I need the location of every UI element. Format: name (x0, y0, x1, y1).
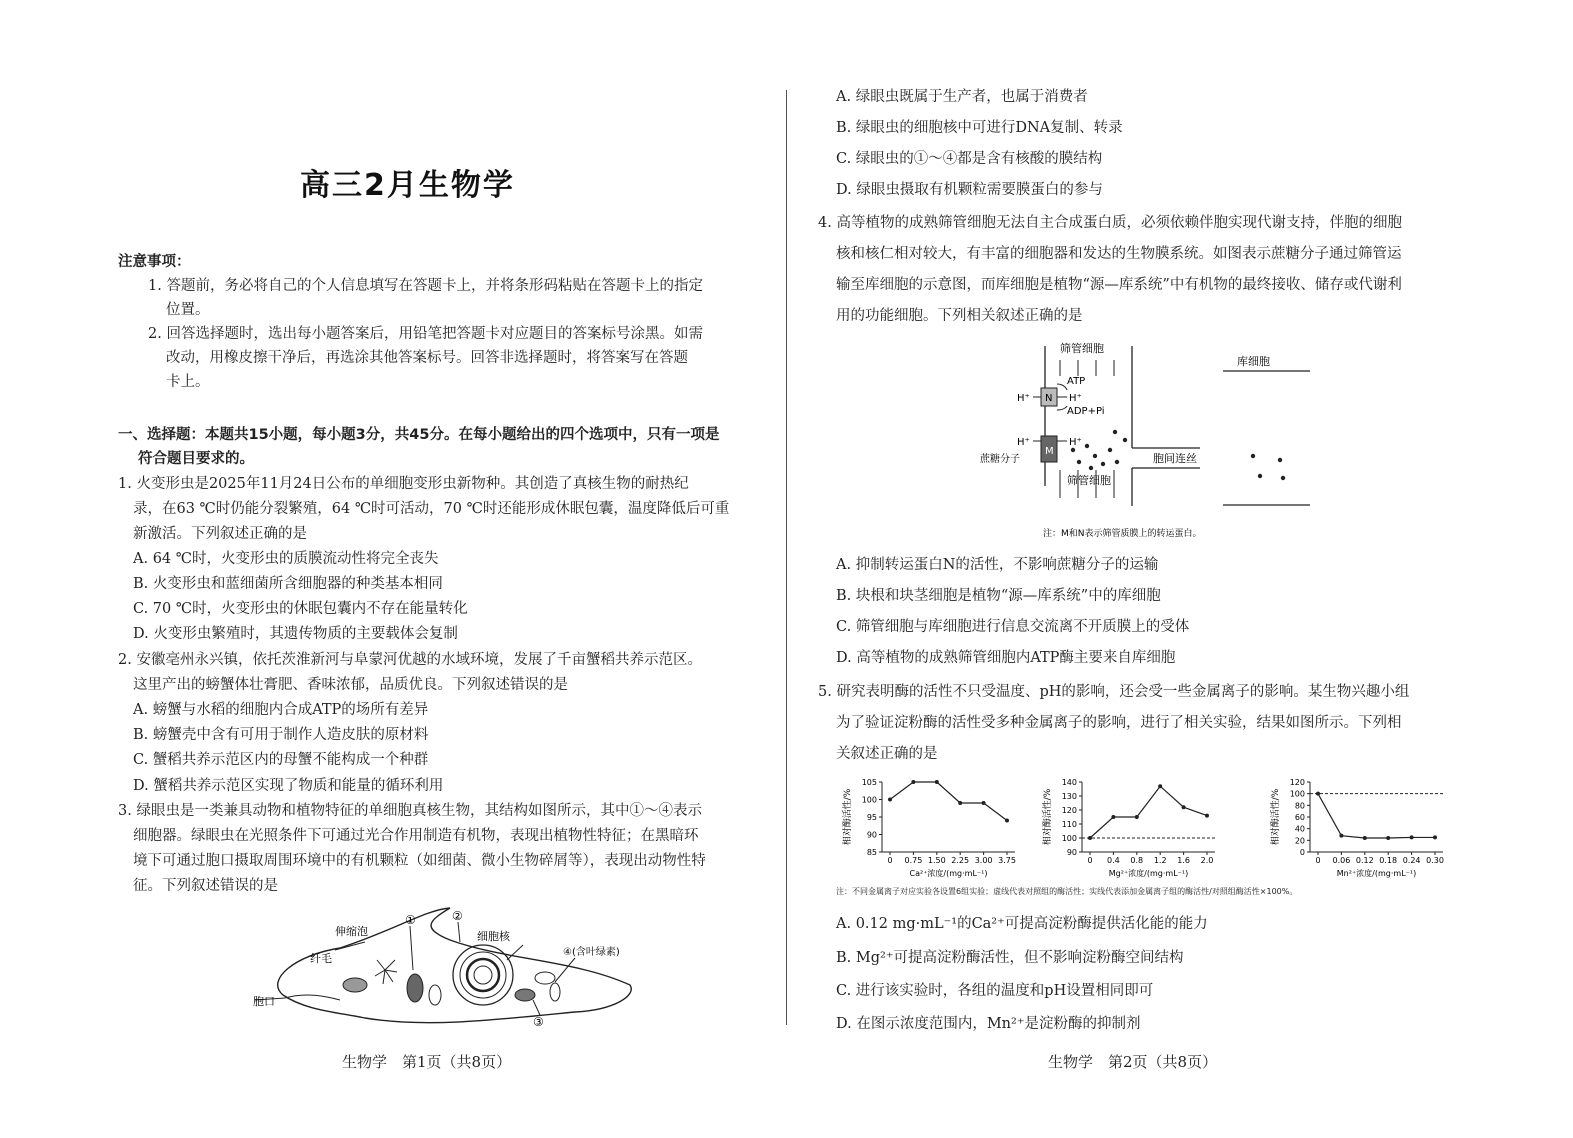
q5-option-a: A. 0.12 mg·mL⁻¹的Ca²⁺可提高淀粉酶提供活化能的能力 (836, 916, 1208, 932)
y-tick-label: 100 (1289, 789, 1305, 799)
x-tick-label: 1.50 (927, 856, 946, 865)
y-tick-label: 60 (1294, 813, 1305, 822)
data-point (1182, 805, 1186, 809)
x-tick-label: 0.75 (904, 856, 923, 865)
section-heading-cont: 符合题目要求的。 (138, 451, 254, 467)
series-line (890, 782, 1007, 821)
label-organelle-3: ③ (533, 1015, 544, 1029)
chart-ca (830, 772, 1030, 882)
series-line (1090, 786, 1207, 838)
x-tick-label: 1.2 (1153, 856, 1167, 865)
x-tick-label: 0.06 (1332, 856, 1351, 865)
q4-stem: 用的功能细胞。下列相关叙述正确的是 (836, 308, 1083, 324)
q4-option-b: B. 块根和块茎细胞是植物“源—库系统”中的库细胞 (836, 588, 1161, 604)
q3-option-a: A. 绿眼虫既属于生产者，也属于消费者 (836, 89, 1088, 105)
q2-stem: 这里产出的螃蟹体壮膏肥、香味浓郁，品质优良。下列叙述错误的是 (133, 677, 568, 693)
x-axis-label: Ca²⁺浓度/(mg·mL⁻¹) (909, 869, 988, 878)
sieve-tube-figure (975, 338, 1335, 543)
q4-option-a: A. 抑制转运蛋白N的活性，不影响蔗糖分子的运输 (836, 557, 1159, 573)
x-tick-label: 3.00 (974, 856, 993, 865)
y-tick-label: 85 (866, 848, 877, 857)
data-point (1158, 784, 1162, 788)
y-axis-label: 相对酶活性/% (1043, 788, 1053, 846)
section-heading: 一、选择题：本题共15小题，每小题3分，共45分。在每小题给出的四个选项中，只有一项是 (118, 427, 720, 443)
label-sieve-cell-bottom: 筛管细胞 (1067, 474, 1111, 487)
label-flagellum: 纤毛 (310, 952, 332, 965)
data-point (982, 801, 986, 805)
data-point (1363, 836, 1367, 840)
figure-note: 注：M和N表示筛管质膜上的转运蛋白。 (1043, 529, 1202, 539)
notice-line: 2. 回答选择题时，选出每小题答案后，用铅笔把答题卡对应题目的答案标号涂黑。如需 (148, 326, 703, 342)
y-tick-label: 80 (1294, 801, 1305, 811)
data-point (1205, 814, 1209, 818)
label-h-3: H⁺ (1017, 437, 1030, 448)
label-adp: ADP+Pi (1067, 406, 1105, 417)
y-tick-label: 0 (1299, 848, 1305, 857)
y-tick-label: 95 (866, 813, 877, 822)
q4-stem: 输至库细胞的示意图，而库细胞是植物“源—库系统”中有机物的最终接收、储存或代谢利 (836, 277, 1402, 293)
footer-left: 生物学 第1页（共8页） (342, 1053, 512, 1071)
y-tick-label: 120 (1061, 806, 1077, 815)
data-point (1316, 792, 1320, 796)
label-contractile-vacuole: 伸缩泡 (335, 925, 368, 938)
x-tick-label: 0.30 (1426, 856, 1444, 865)
y-tick-label: 40 (1294, 824, 1305, 834)
y-axis-label: 相对酶活性/% (1271, 788, 1281, 846)
data-point (958, 801, 962, 805)
q4-option-c: C. 筛管细胞与库细胞进行信息交流离不开质膜上的受体 (836, 619, 1190, 635)
data-point (1339, 834, 1343, 838)
q1-option-a: A. 64 ℃时，火变形虫的质膜流动性将完全丧失 (133, 551, 439, 567)
chart-mg (1030, 772, 1230, 882)
label-protein-m: M (1045, 446, 1054, 457)
q2-option-c: C. 蟹稻共养示范区内的母蟹不能构成一个种群 (133, 752, 429, 768)
notice-line: 1. 答题前，务必将自己的个人信息填写在答题卡上，并将条形码粘贴在答题卡上的指定 (148, 278, 703, 294)
x-tick-label: 0.18 (1379, 856, 1398, 865)
data-point (1088, 836, 1092, 840)
y-axis-label: 相对酶活性/% (843, 788, 853, 846)
q1-stem: 1. 火变形虫是2025年11月24日公布的单细胞变形虫新物种。其创造了真核生物的耐热纪 (118, 476, 689, 492)
label-h-1: H⁺ (1017, 393, 1030, 404)
y-tick-label: 110 (1061, 820, 1077, 829)
q3-stem: 征。下列叙述错误的是 (133, 878, 278, 894)
x-tick-label: 0 (1087, 856, 1093, 865)
y-tick-label: 120 (1289, 778, 1305, 787)
y-tick-label: 140 (1061, 778, 1077, 787)
q5-option-c: C. 进行该实验时，各组的温度和pH设置相同即可 (836, 983, 1154, 999)
data-point (1410, 835, 1414, 839)
x-tick-label: 0.4 (1107, 856, 1120, 865)
q1-option-b: B. 火变形虫和蓝细菌所含细胞器的种类基本相同 (133, 576, 443, 592)
label-sieve-cell-top: 筛管细胞 (1060, 342, 1104, 355)
label-organelle-1: ① (405, 913, 416, 927)
q5-option-d: D. 在图示浓度范围内，Mn²⁺是淀粉酶的抑制剂 (836, 1016, 1141, 1032)
label-organelle-4: ④(含叶绿素) (563, 947, 620, 958)
label-sink-cell: 库细胞 (1237, 355, 1270, 368)
chart-note: 注：不同金属离子对应实验各设置6组实验；虚线代表对照组的酶活性；实线代表添加金属离子组的酶活性/对照组酶活性×100%。 (836, 887, 1298, 896)
data-point (1005, 819, 1009, 823)
x-tick-label: 0.12 (1355, 856, 1374, 865)
q5-stem: 5. 研究表明酶的活性不只受温度、pH的影响，还会受一些金属离子的影响。某生物兴趣小组 (818, 684, 1410, 700)
q5-option-b: B. Mg²⁺可提高淀粉酶活性，但不影响淀粉酶空间结构 (836, 950, 1184, 966)
label-organelle-2: ② (452, 909, 463, 923)
q2-option-d: D. 蟹稻共养示范区实现了物质和能量的循环利用 (133, 778, 444, 794)
data-point (1135, 815, 1139, 819)
q5-stem: 关叙述正确的是 (836, 746, 938, 762)
data-point (888, 798, 892, 802)
chart-mn (1258, 772, 1458, 882)
data-point (1111, 815, 1115, 819)
label-h-4: H⁺ (1069, 437, 1082, 448)
q3-stem: 境下可通过胞口摄取周围环境中的有机颗粒（如细菌、微小生物碎屑等），表现出动物性特 (133, 853, 706, 869)
label-sucrose: 蔗糖分子 (980, 454, 1020, 465)
q3-stem: 细胞器。绿眼虫在光照条件下可通过光合作用制造有机物，表现出植物性特征；在黑暗环 (133, 828, 699, 844)
q4-option-d: D. 高等植物的成熟筛管细胞内ATP酶主要来自库细胞 (836, 650, 1176, 666)
q1-stem: 新激活。下列叙述正确的是 (133, 526, 307, 542)
x-tick-label: 2.25 (951, 856, 970, 865)
q2-option-b: B. 螃蟹壳中含有可用于制作人造皮肤的原材料 (133, 727, 429, 743)
q2-stem: 2. 安徽亳州永兴镇，依托茨淮新河与阜蒙河优越的水域环境，发展了千亩蟹稻共养示范区。 (118, 652, 702, 668)
footer-right: 生物学 第2页（共8页） (1048, 1053, 1218, 1071)
x-axis-label: Mg²⁺浓度/(mg·mL⁻¹) (1108, 869, 1189, 878)
data-point (1386, 836, 1390, 840)
x-tick-label: 0.8 (1130, 856, 1144, 865)
x-tick-label: 0.24 (1402, 856, 1421, 865)
q3-option-b: B. 绿眼虫的细胞核中可进行DNA复制、转录 (836, 120, 1123, 136)
y-tick-label: 100 (1061, 834, 1077, 843)
q1-option-d: D. 火变形虫繁殖时，其遗传物质的主要载体会复制 (133, 626, 458, 642)
x-tick-label: 1.6 (1177, 856, 1190, 865)
y-tick-label: 130 (1061, 792, 1077, 801)
q2-option-a: A. 螃蟹与水稻的细胞内合成ATP的场所有差异 (133, 702, 429, 718)
y-tick-label: 90 (866, 830, 877, 840)
label-h-2: H⁺ (1069, 393, 1082, 404)
label-nucleus: 细胞核 (477, 930, 510, 943)
y-tick-label: 105 (861, 778, 877, 787)
series-line (1318, 794, 1435, 838)
notice-line: 改动，用橡皮擦干净后，再选涂其他答案标号。回答非选择题时，将答案写在答题 (166, 350, 688, 366)
q4-stem: 4. 高等植物的成熟筛管细胞无法自主合成蛋白质，必须依赖伴胞实现代谢支持，伴胞的细胞 (818, 215, 1402, 231)
y-tick-label: 90 (1066, 848, 1077, 857)
y-tick-label: 100 (861, 795, 877, 805)
q3-stem: 3. 绿眼虫是一类兼具动物和植物特征的单细胞真核生物，其结构如图所示，其中①～④表示 (118, 803, 702, 819)
label-plasmodesmata: 胞间连丝 (1153, 452, 1197, 465)
q1-option-c: C. 70 ℃时，火变形虫的休眠包囊内不存在能量转化 (133, 601, 468, 617)
page-title: 高三2月生物学 (300, 168, 515, 203)
q5-stem: 为了验证淀粉酶的活性受多种金属离子的影响，进行了相关实验，结果如图所示。下列相 (836, 715, 1402, 731)
label-cytostome: 胞口 (253, 995, 275, 1008)
x-tick-label: 2.0 (1200, 856, 1214, 865)
notice-line: 卡上。 (166, 374, 210, 390)
page-divider (786, 90, 787, 1025)
data-point (1433, 835, 1437, 839)
x-axis-label: Mn²⁺浓度/(mg·mL⁻¹) (1336, 869, 1417, 878)
notice-heading: 注意事项： (118, 254, 191, 270)
label-protein-n: N (1045, 393, 1053, 404)
data-point (911, 780, 915, 784)
q3-option-c: C. 绿眼虫的①～④都是含有核酸的膜结构 (836, 151, 1103, 167)
q4-stem: 核和核仁相对较大，有丰富的细胞器和发达的生物膜系统。如图表示蔗糖分子通过筛管运 (836, 246, 1402, 262)
notice-line: 位置。 (166, 302, 210, 318)
q3-option-d: D. 绿眼虫摄取有机颗粒需要膜蛋白的参与 (836, 182, 1103, 198)
label-atp: ATP (1067, 376, 1086, 387)
x-tick-label: 0 (1315, 856, 1321, 865)
q1-stem: 录，在63 ℃时仍能分裂繁殖，64 ℃时可活动，70 ℃时还能形成休眠包囊，温度降低后可重 (133, 501, 730, 517)
y-tick-label: 20 (1294, 836, 1305, 846)
data-point (935, 780, 939, 784)
x-tick-label: 3.75 (998, 856, 1016, 865)
euglena-figure (245, 900, 645, 1040)
x-tick-label: 0 (887, 856, 893, 865)
